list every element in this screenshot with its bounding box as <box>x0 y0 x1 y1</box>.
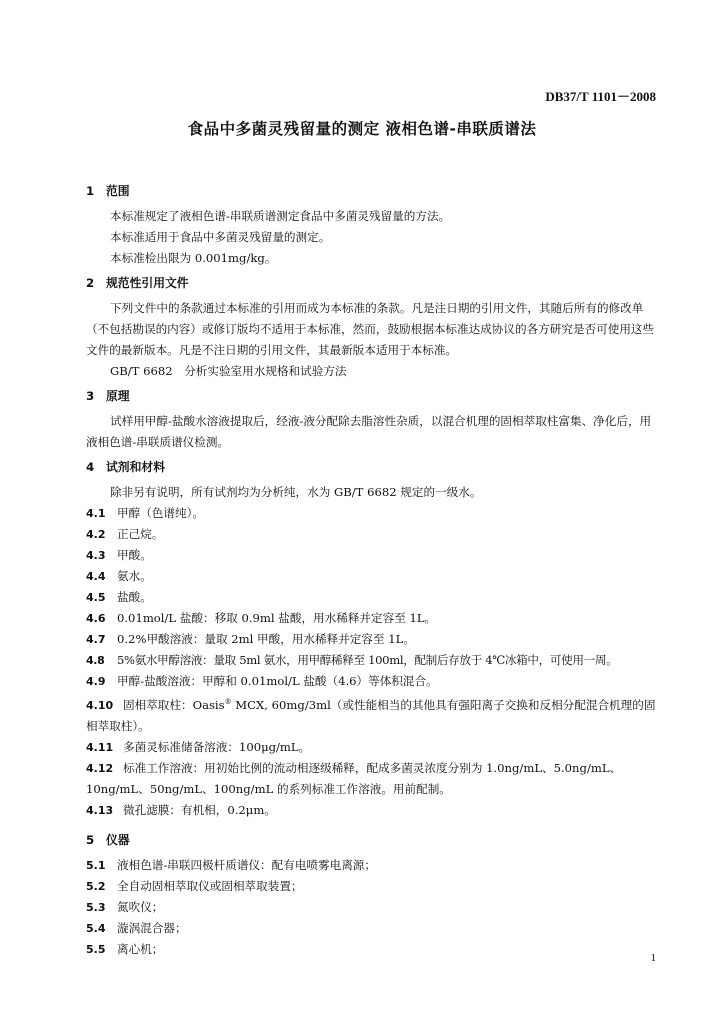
page-number: 1 <box>650 952 656 964</box>
list-item: 5.1 液相色谱-串联四极杆质谱仪：配有电喷雾电离源； <box>86 857 376 872</box>
section-normative-references <box>86 298 658 382</box>
list-item: 4.7 0.2%甲酸溶液：量取 2ml 甲酸，用水稀释并定容至 1L。 <box>86 632 415 646</box>
section-title: 试剂和材料 <box>106 460 165 474</box>
section-title: 范围 <box>106 184 130 198</box>
paragraph: 除非另有说明，所有试剂均为分析纯，水为 GB/T 6682 规定的一级水。 <box>110 485 482 499</box>
list-item: 4.13 微孔滤膜：有机相，0.2μm。 <box>86 802 276 817</box>
section-title: 原理 <box>106 389 130 403</box>
paragraph: 本标准适用于食品中多菌灵残留量的测定。 <box>110 230 331 244</box>
section-title: 规范性引用文件 <box>106 276 189 290</box>
list-item: 4.2 正己烷。 <box>86 527 164 541</box>
section-number: 2 <box>86 276 95 290</box>
section-heading-principle <box>86 386 658 407</box>
section-scope <box>86 206 658 269</box>
list-item: 4.4 氨水。 <box>86 569 152 583</box>
paragraph: 本标准规定了液相色谱-串联质谱测定食品中多菌灵残留量的方法。 <box>110 209 451 223</box>
document-title: 食品中多菌灵残留量的测定 液相色谱-串联质谱法 <box>187 120 537 138</box>
registered-mark: ® <box>224 698 232 706</box>
standard-code: DB37/T 1101－2008 <box>545 89 656 104</box>
list-item: 5.3 氮吹仪； <box>86 899 164 914</box>
section-heading-normative-references <box>86 273 658 294</box>
section-heading-apparatus <box>86 830 658 851</box>
section-title: 仪器 <box>106 832 130 847</box>
paragraph: 下列文件中的条款通过本标准的引用而成为本标准的条款。凡是注日期的引用文件，其随后所有的修改单（不包括勘误的内容）或修订版均不适用于本标准，然而，鼓励根据本标准达成协议的各方研究是否可使用这些文件的最新版本。凡是不注日期的引用文件，其最新版本适用于本标准。 <box>86 301 655 357</box>
paragraph: 本标准检出限为 0.001mg/kg。 <box>110 251 277 265</box>
section-number: 4 <box>86 460 95 474</box>
list-item: 4.1 甲醇（色谱纯）。 <box>86 506 204 520</box>
reference-item: GB/T 6682 分析实验室用水规格和试验方法 <box>110 364 347 378</box>
section-number: 3 <box>86 389 95 403</box>
document-body <box>86 181 658 964</box>
section-reagents <box>86 482 658 821</box>
section-apparatus <box>86 855 658 960</box>
section-number: 1 <box>86 184 95 198</box>
section-number: 5 <box>86 832 95 847</box>
list-item: 4.5 盐酸。 <box>86 590 152 604</box>
list-item: 5.4 漩涡混合器； <box>86 920 187 935</box>
list-item: 4.8 5%氨水甲醇溶液：量取 5ml 氨水，用甲醇稀释至 100ml，配制后存放于 4℃冰箱中，可使用一周。 <box>86 653 618 667</box>
section-heading-scope <box>86 181 658 202</box>
list-item: 4.12 标准工作溶液：用初始比例的流动相逐级稀释，配成多菌灵浓度分别为 1.0ng/mL、5.0ng/mL、10ng/mL、50ng/mL、100ng/mL 的系列标准工作溶液。用前配制。 <box>86 760 622 796</box>
list-item: 4.6 0.01mol/L 盐酸：移取 0.9ml 盐酸，用水稀释并定容至 1L。 <box>86 611 437 625</box>
list-item: 4.10 固相萃取柱：Oasis® MCX, 60mg/3ml（或性能相当的其他具有强阳离子交换和反相分配混合机理的固相萃取柱）。 <box>86 697 656 733</box>
list-item: 5.5 离心机； <box>86 941 164 956</box>
list-item: 4.9 甲醇-盐酸溶液：甲醇和 0.01mol/L 盐酸（4.6）等体积混合。 <box>86 674 438 688</box>
list-item: 5.2 全自动固相萃取仪或固相萃取装置； <box>86 878 303 893</box>
paragraph: 试样用甲醇-盐酸水溶液提取后，经液-液分配除去脂溶性杂质，以混合机理的固相萃取柱富集、净化后，用液相色谱-串联质谱仪检测。 <box>86 414 652 449</box>
list-item: 4.3 甲酸。 <box>86 548 152 562</box>
section-heading-reagents <box>86 457 658 478</box>
list-item: 4.11 多菌灵标准储备溶液：100μg/mL。 <box>86 739 311 754</box>
section-principle <box>86 411 658 453</box>
